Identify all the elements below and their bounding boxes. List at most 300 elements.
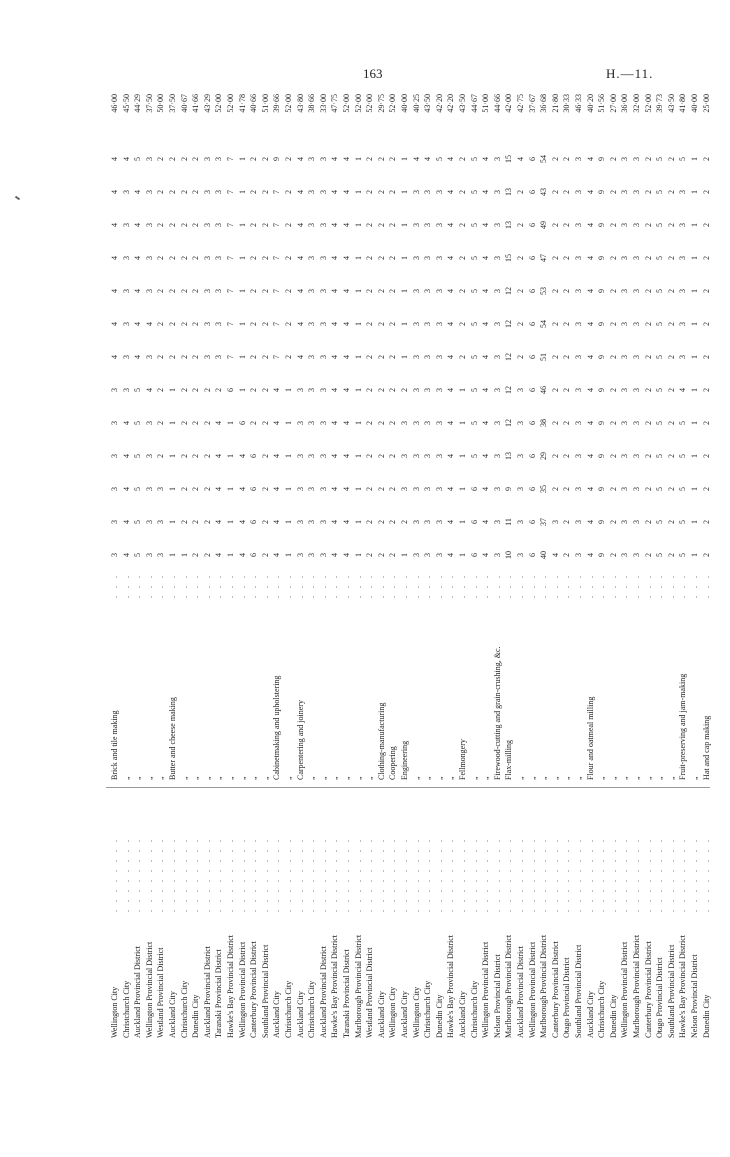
count-cell: 3 [632, 157, 641, 161]
count-cell: 15 [504, 155, 514, 163]
industry-cell: „ [179, 776, 189, 780]
count-cell: 4 [330, 190, 340, 194]
count-cell: 3 [423, 256, 433, 260]
leader-dots: . . . [678, 573, 688, 598]
count-cell: 3 [307, 190, 317, 194]
leader-dots: . . . [469, 573, 479, 598]
locality-cell: Auckland City [400, 991, 409, 1038]
count-cell: 3 [318, 322, 328, 326]
count-cell: 4 [144, 322, 154, 326]
count-cell: 3 [434, 520, 444, 524]
count-cell: 4 [295, 190, 305, 194]
count-cell: 5 [469, 355, 479, 359]
count-cell: 4 [121, 487, 131, 491]
average-cell: 37·67 [527, 94, 537, 113]
count-cell: 4 [272, 454, 282, 458]
count-cell: 1 [226, 553, 235, 557]
count-cell: 3 [144, 487, 154, 491]
count-cell: 2 [260, 454, 270, 458]
industry-cell: Cabinetmaking and upholstering [272, 675, 282, 780]
count-cell: 2 [168, 256, 177, 260]
count-cell: 2 [458, 223, 467, 227]
count-cell: 2 [608, 289, 618, 293]
locality-cell: Dunedin City [191, 994, 201, 1038]
leader-dots: . . . [318, 573, 328, 598]
count-cell: 43 [539, 188, 549, 196]
count-cell: 46 [539, 386, 549, 394]
count-cell: 3 [411, 421, 421, 425]
count-cell: 2 [156, 190, 166, 194]
count-cell: 5 [678, 520, 688, 524]
count-cell: 4 [446, 190, 456, 194]
count-cell: 1 [168, 520, 177, 524]
industry-cell: Engineering [400, 740, 409, 780]
count-cell: 6 [249, 520, 259, 524]
count-cell: 3 [318, 289, 328, 293]
count-cell: 3 [295, 487, 305, 491]
count-cell: 1 [284, 487, 293, 491]
count-cell: 3 [202, 289, 212, 293]
count-cell: 3 [411, 355, 421, 359]
count-cell: 3 [632, 421, 641, 425]
count-cell: 2 [550, 190, 560, 194]
count-cell: 2 [458, 289, 467, 293]
count-cell: 3 [214, 223, 224, 227]
count-cell: 7 [226, 223, 235, 227]
count-cell: 49 [539, 221, 549, 229]
count-cell: 4 [121, 520, 131, 524]
count-cell: 3 [144, 157, 154, 161]
count-cell: 3 [202, 355, 212, 359]
count-cell: 37 [539, 518, 549, 526]
count-cell: 2 [388, 454, 398, 458]
count-cell: 2 [388, 520, 398, 524]
count-cell: 2 [365, 256, 375, 260]
count-cell: 4 [481, 223, 491, 227]
count-cell: 2 [365, 289, 375, 293]
leader-dots: . . . . . . . . [214, 837, 224, 912]
locality-cell: Dunedin City [434, 994, 444, 1038]
count-cell: 2 [156, 421, 166, 425]
industry-cell: „ [318, 776, 328, 780]
count-cell: 1 [690, 157, 699, 161]
count-cell: 29 [539, 452, 549, 460]
locality-cell: Wellington City [110, 986, 119, 1038]
count-cell: 3 [110, 520, 119, 524]
count-cell: 3 [550, 520, 560, 524]
average-cell: 37·50 [144, 94, 154, 113]
count-cell: 2 [249, 322, 259, 326]
locality-cell: Auckland City [272, 991, 282, 1038]
table-row [632, 92, 642, 1038]
count-cell: 4 [330, 388, 340, 392]
count-cell: 2 [179, 289, 189, 293]
count-cell: 11 [504, 518, 514, 526]
count-cell: 2 [608, 256, 618, 260]
count-cell: 12 [504, 287, 514, 295]
table-row [539, 92, 549, 1038]
count-cell: 2 [666, 157, 676, 161]
count-cell: 2 [516, 190, 525, 194]
count-cell: 7 [226, 157, 235, 161]
count-cell: 2 [156, 388, 166, 392]
count-cell: 3 [156, 553, 166, 557]
count-cell: 2 [249, 421, 259, 425]
count-cell: 5 [678, 421, 688, 425]
average-cell: 50·00 [156, 94, 166, 113]
count-cell: 1 [353, 553, 363, 557]
count-cell: 3 [678, 223, 688, 227]
industry-cell: „ [156, 776, 166, 780]
count-cell: 4 [481, 256, 491, 260]
count-cell: 3 [400, 487, 409, 491]
industry-cell: „ [284, 776, 293, 780]
count-cell: 3 [110, 553, 119, 557]
locality-cell: Marlborough Provincial District [353, 934, 363, 1038]
count-cell: 2 [550, 487, 560, 491]
industry-cell: „ [516, 776, 525, 780]
leader-dots: . . . [527, 573, 537, 598]
count-cell: 2 [643, 355, 653, 359]
count-cell: 3 [423, 520, 433, 524]
leader-dots: . . . . . . . . [585, 837, 595, 912]
count-cell: 3 [516, 454, 525, 458]
industry-cell: „ [121, 776, 131, 780]
count-cell: 4 [214, 520, 224, 524]
industry-cell: „ [550, 776, 560, 780]
count-cell: 2 [156, 157, 166, 161]
count-cell: 4 [585, 157, 595, 161]
leader-dots: . . . . . . . . [516, 837, 525, 912]
industry-cell: „ [597, 776, 607, 780]
count-cell: 2 [260, 487, 270, 491]
industry-cell: „ [481, 776, 491, 780]
table-row [365, 92, 375, 1038]
table-row [655, 92, 665, 1038]
table-row [110, 92, 120, 1038]
count-cell: 3 [492, 553, 502, 557]
average-cell: 44·29 [133, 94, 143, 113]
industry-cell: „ [562, 776, 572, 780]
count-cell: 1 [237, 157, 247, 161]
count-cell: 3 [620, 388, 630, 392]
count-cell: 4 [446, 520, 456, 524]
count-cell: 2 [365, 388, 375, 392]
count-cell: 9 [597, 454, 607, 458]
leader-dots: . . . . . . . . [643, 837, 653, 912]
count-cell: 4 [330, 157, 340, 161]
count-cell: 3 [121, 322, 131, 326]
count-cell: 6 [469, 487, 479, 491]
count-cell: 1 [353, 157, 363, 161]
count-cell: 6 [469, 520, 479, 524]
count-cell: 1 [400, 223, 409, 227]
leader-dots: . . . . . . . . [608, 837, 618, 912]
count-cell: 5 [655, 388, 665, 392]
count-cell: 12 [504, 353, 514, 361]
leader-dots: . . . [458, 573, 467, 598]
count-cell: 1 [458, 421, 467, 425]
leader-dots: . . . [550, 573, 560, 598]
count-cell: 2 [260, 157, 270, 161]
count-cell: 2 [388, 223, 398, 227]
industry-cell: Carpentering and joinery [295, 700, 305, 780]
count-cell: 2 [608, 487, 618, 491]
average-cell: 36·68 [539, 94, 549, 113]
count-cell: 5 [469, 454, 479, 458]
count-cell: 3 [620, 355, 630, 359]
count-cell: 2 [608, 388, 618, 392]
count-cell: 2 [202, 421, 212, 425]
locality-cell: Auckland Provincial District [516, 946, 525, 1038]
count-cell: 4 [121, 157, 131, 161]
table-row [702, 92, 712, 1038]
count-cell: 2 [701, 223, 711, 227]
industry-cell: Brick and tile making [110, 710, 119, 780]
count-cell: 7 [226, 322, 235, 326]
count-cell: 2 [701, 256, 711, 260]
count-cell: 10 [504, 551, 514, 559]
count-cell: 35 [539, 485, 549, 493]
count-cell: 4 [214, 421, 224, 425]
leader-dots: . . . . . . . . [597, 837, 607, 912]
count-cell: 5 [133, 487, 143, 491]
count-cell: 4 [295, 289, 305, 293]
count-cell: 3 [121, 256, 131, 260]
leader-dots: . . . . . . . . [423, 837, 433, 912]
count-cell: 2 [168, 157, 177, 161]
count-cell: 2 [562, 157, 572, 161]
leader-dots: . . . . . . . . [388, 837, 398, 912]
count-cell: 3 [121, 190, 131, 194]
count-cell: 4 [411, 157, 421, 161]
count-cell: 1 [168, 388, 177, 392]
leader-dots: . . . [446, 573, 456, 598]
count-cell: 3 [574, 256, 583, 260]
count-cell: 2 [249, 355, 259, 359]
count-cell: 3 [400, 421, 409, 425]
table-row [388, 92, 398, 1038]
count-cell: 2 [376, 157, 386, 161]
count-cell: 2 [388, 553, 398, 557]
count-cell: 1 [237, 223, 247, 227]
count-cell: 12 [504, 419, 514, 427]
count-cell: 3 [307, 388, 317, 392]
leader-dots: . . . [272, 573, 282, 598]
count-cell: 2 [179, 421, 189, 425]
count-cell: 2 [376, 223, 386, 227]
table-row [470, 92, 480, 1038]
leader-dots: . . . [376, 573, 386, 598]
locality-cell: Southland Provincial District [574, 944, 583, 1038]
count-cell: 3 [620, 454, 630, 458]
industry-cell: Clothing-manufacturing [376, 702, 386, 780]
leader-dots: . . . [179, 573, 189, 598]
count-cell: 6 [469, 553, 479, 557]
count-cell: 5 [133, 454, 143, 458]
count-cell: 4 [330, 256, 340, 260]
count-cell: 4 [330, 520, 340, 524]
count-cell: 2 [191, 223, 201, 227]
average-cell: 43·50 [458, 94, 467, 113]
leader-dots: . . . [388, 573, 398, 598]
stray-mark [15, 196, 20, 201]
leader-dots: . . . [643, 573, 653, 598]
count-cell: 2 [168, 322, 177, 326]
leader-dots: . . . [620, 573, 630, 598]
count-cell: 1 [353, 487, 363, 491]
count-cell: 12 [504, 386, 514, 394]
count-cell: 5 [434, 157, 444, 161]
leader-dots: . . . [365, 573, 375, 598]
average-cell: 42·20 [446, 94, 456, 113]
count-cell: 4 [237, 487, 247, 491]
count-cell: 6 [249, 487, 259, 491]
count-cell: 1 [690, 190, 699, 194]
locality-cell: Christchurch City [307, 980, 317, 1038]
count-cell: 1 [458, 487, 467, 491]
count-cell: 3 [411, 289, 421, 293]
count-cell: 2 [643, 322, 653, 326]
average-cell: 41·80 [678, 94, 688, 113]
average-cell: 39·66 [272, 94, 282, 113]
count-cell: 3 [110, 388, 119, 392]
leader-dots: . . . [202, 573, 212, 598]
average-cell: 46·00 [110, 94, 119, 113]
count-cell: 2 [458, 322, 467, 326]
count-cell: 3 [423, 289, 433, 293]
count-cell: 5 [133, 520, 143, 524]
count-cell: 2 [388, 256, 398, 260]
count-cell: 3 [492, 388, 502, 392]
count-cell: 3 [492, 421, 502, 425]
count-cell: 1 [690, 388, 699, 392]
leader-dots: . . . [690, 573, 699, 598]
industry-cell: „ [191, 776, 201, 780]
count-cell: 2 [179, 520, 189, 524]
count-cell: 6 [527, 223, 537, 227]
count-cell: 12 [504, 320, 514, 328]
count-cell: 2 [562, 190, 572, 194]
leader-dots: . . . [608, 573, 618, 598]
count-cell: 3 [678, 289, 688, 293]
table-row [609, 92, 619, 1038]
locality-cell: Christchurch City [179, 980, 189, 1038]
count-cell: 3 [423, 322, 433, 326]
leader-dots: . . . . . . . . [574, 837, 583, 912]
count-cell: 2 [701, 421, 711, 425]
count-cell: 2 [214, 388, 224, 392]
count-cell: 3 [307, 520, 317, 524]
count-cell: 2 [458, 256, 467, 260]
leader-dots: . . . [574, 573, 583, 598]
locality-cell: Dunedin City [608, 994, 618, 1038]
count-cell: 7 [226, 190, 235, 194]
count-cell: 4 [133, 256, 143, 260]
count-cell: 3 [144, 256, 154, 260]
count-cell: 2 [562, 454, 572, 458]
leader-dots: . . . . . . . . [307, 837, 317, 912]
count-cell: 3 [574, 223, 583, 227]
count-cell: 3 [632, 520, 641, 524]
count-cell: 3 [214, 190, 224, 194]
count-cell: 2 [191, 256, 201, 260]
industry-cell: „ [330, 776, 340, 780]
count-cell: 2 [701, 355, 711, 359]
count-cell: 3 [144, 289, 154, 293]
count-cell: 4 [330, 322, 340, 326]
leader-dots: . . . . . . . . [330, 837, 340, 912]
industry-cell: Flour and oatmeal milling [585, 696, 595, 780]
count-cell: 5 [655, 223, 665, 227]
count-cell: 5 [469, 190, 479, 194]
count-cell: 2 [562, 355, 572, 359]
locality-cell: Auckland City [458, 991, 467, 1038]
count-cell: 3 [632, 355, 641, 359]
count-cell: 2 [168, 289, 177, 293]
leader-dots: . . . . . . . . [666, 837, 676, 912]
count-cell: 3 [307, 421, 317, 425]
count-cell: 2 [156, 355, 166, 359]
leader-dots: . . . [353, 573, 363, 598]
count-cell: 3 [121, 289, 131, 293]
count-cell: 2 [550, 289, 560, 293]
count-cell: 9 [597, 289, 607, 293]
count-cell: 1 [237, 355, 247, 359]
table-row [214, 92, 224, 1038]
count-cell: 4 [446, 322, 456, 326]
count-cell: 4 [481, 454, 491, 458]
count-cell: 3 [307, 487, 317, 491]
count-cell: 4 [342, 355, 351, 359]
count-cell: 3 [492, 520, 502, 524]
count-cell: 3 [423, 454, 433, 458]
leader-dots: . . . . . . . . [632, 837, 641, 912]
count-cell: 3 [214, 355, 224, 359]
industry-cell: „ [214, 776, 224, 780]
industry-cell: Coopering [388, 746, 398, 780]
count-cell: 1 [690, 487, 699, 491]
count-cell: 2 [249, 190, 259, 194]
table-row [133, 92, 143, 1038]
count-cell: 6 [527, 421, 537, 425]
leader-dots: . . . . . . . . [504, 837, 514, 912]
count-cell: 3 [156, 520, 166, 524]
count-cell: 2 [516, 289, 525, 293]
count-cell: 3 [620, 322, 630, 326]
leader-dots: . . . . . . . . [295, 837, 305, 912]
count-cell: 5 [678, 487, 688, 491]
locality-cell: Marlborough Provincial District [539, 934, 549, 1038]
count-cell: 5 [655, 322, 665, 326]
count-cell: 4 [446, 223, 456, 227]
average-cell: 52·00 [365, 94, 375, 113]
count-cell: 9 [597, 388, 607, 392]
table-row [261, 92, 271, 1038]
locality-cell: Christchurch City [469, 980, 479, 1038]
leader-dots: . . . [295, 573, 305, 598]
count-cell: 9 [272, 157, 282, 161]
count-cell: 2 [179, 454, 189, 458]
average-cell: 27·00 [608, 94, 618, 113]
industry-cell: „ [643, 776, 653, 780]
count-cell: 2 [156, 256, 166, 260]
leader-dots: . . . . . . . . [226, 837, 235, 912]
count-cell: 7 [272, 355, 282, 359]
count-cell: 3 [411, 388, 421, 392]
count-cell: 1 [353, 520, 363, 524]
leader-dots: . . . [434, 573, 444, 598]
